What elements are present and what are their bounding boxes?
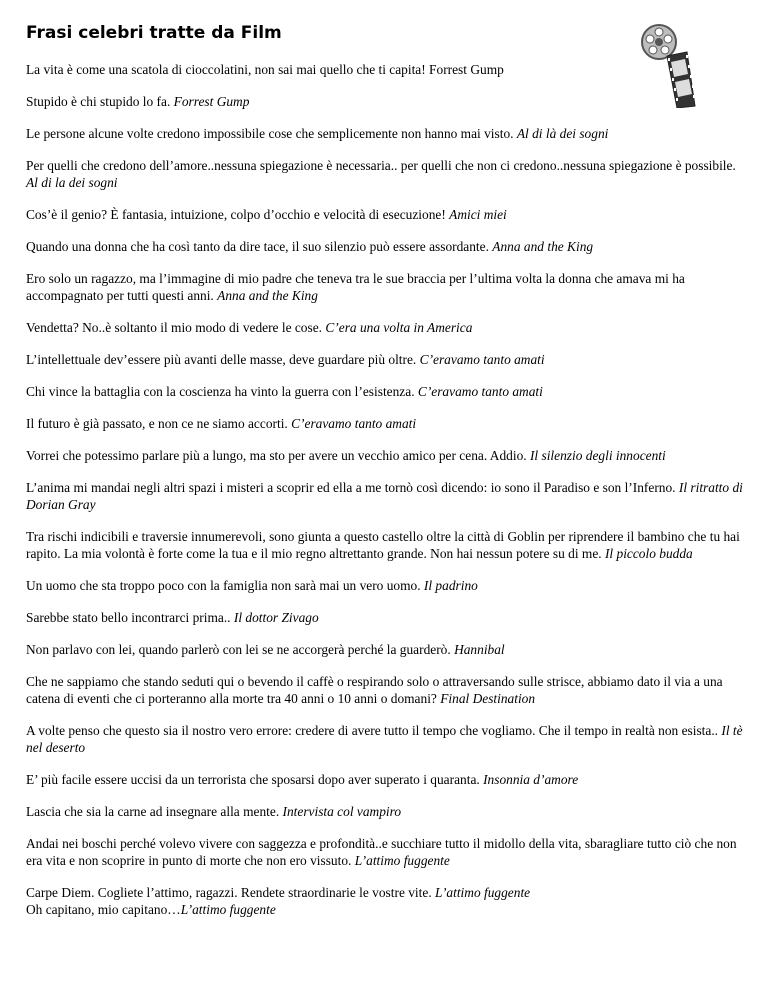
quote-item — [26, 125, 746, 142]
quote-text: Le persone alcune volte credono impossibile cose che semplicemente non hanno mai visto. — [26, 126, 517, 141]
quote-text: Ero solo un ragazzo, ma l’immagine di mio padre che teneva tra le sue braccia per l’ultima volta la donna che amava mi ha accompagnato per tutti questi anni. — [26, 271, 685, 303]
quote-film: Il piccolo budda — [604, 546, 693, 561]
quote-text: E’ più facile essere uccisi da un terrorista che sposarsi dopo aver superato i quaranta. — [26, 772, 484, 787]
quote-item — [26, 206, 746, 223]
quote-item — [26, 673, 746, 707]
quote-film: Anna and the King — [492, 239, 594, 254]
quote-film: C’era una volta in America — [325, 320, 473, 335]
quote-text: Sarebbe stato bello incontrarci prima.. — [26, 610, 234, 625]
quote-film: L’attimo fuggente — [180, 902, 276, 917]
quote-item — [26, 157, 746, 191]
quote-text: L’intellettuale dev’essere più avanti delle masse, deve guardare più oltre. — [26, 352, 420, 367]
quote-text: Lascia che sia la carne ad insegnare alla mente. — [26, 804, 283, 819]
quote-item — [26, 722, 746, 756]
quote-item — [26, 383, 746, 400]
document-page — [26, 22, 746, 918]
quote-item — [26, 319, 746, 336]
quote-film: L’attimo fuggente — [435, 885, 531, 900]
quote-item — [26, 884, 746, 901]
quote-item — [26, 641, 746, 658]
quote-film: Final Destination — [440, 691, 536, 706]
quote-film: Amici miei — [449, 207, 507, 222]
quote-item — [26, 609, 746, 626]
quote-item — [26, 238, 746, 255]
quote-film: Il silenzio degli innocenti — [529, 448, 666, 463]
quote-film: Il dottor Zivago — [233, 610, 319, 625]
quote-item — [26, 479, 746, 513]
quote-film: Anna and the King — [217, 288, 318, 303]
quote-text: Il futuro è già passato, e non ce ne siamo accorti. — [26, 416, 292, 431]
quote-film: C’eravamo tanto amati — [417, 384, 543, 399]
quote-item — [26, 415, 746, 432]
quote-item — [26, 351, 746, 368]
quote-item — [26, 901, 746, 918]
quote-text: Carpe Diem. Cogliete l’attimo, ragazzi. Rendete straordinarie le vostre vite. — [26, 885, 436, 900]
quote-text: Stupido è chi stupido lo fa. — [26, 94, 174, 109]
quote-film: Insonnia d’amore — [483, 772, 579, 787]
quote-text: Non parlavo con lei, quando parlerò con lei se ne accorgerà perché la guarderò. — [26, 642, 455, 657]
quote-film: C’eravamo tanto amati — [291, 416, 417, 431]
quote-item — [26, 528, 746, 562]
quote-text: La vita è come una scatola di cioccolatini, non sai mai quello che ti capita! Forrest Gump — [26, 62, 504, 77]
quote-text: Oh capitano, mio capitano… — [26, 902, 181, 917]
quote-text: A volte penso che questo sia il nostro vero errore: credere di avere tutto il tempo che vogliamo. Che il tempo in realtà non esista.. — [26, 723, 722, 738]
film-reel-icon — [637, 22, 715, 108]
quote-item — [26, 577, 746, 594]
quote-text: Andai nei boschi perché volevo vivere con saggezza e profondità..e succhiare tutto il midollo della vita, sbaragliare tutto ciò che non era vita e non scoprire in punto di morte che non ero vissuto. — [26, 836, 737, 868]
quote-film: C’eravamo tanto amati — [419, 352, 545, 367]
quote-film: Forrest Gump — [173, 94, 250, 109]
quote-text: Che ne sappiamo che stando seduti qui o bevendo il caffè o respirando solo o attraversando sulle strisce, abbiamo dato il via a una catena di eventi che ci porteranno alla morte tra 40 anni o 10 anni o domani? — [26, 674, 723, 706]
quote-film: Al di là dei sogni — [516, 126, 609, 141]
quote-text: Per quelli che credono dell’amore..nessuna spiegazione è necessaria.. per quelli che non ci credono..nessuna spiegazione è possibile. — [26, 158, 736, 173]
quote-list — [26, 61, 746, 918]
quote-film: Il tè nel deserto — [26, 723, 743, 755]
quote-film: Il padrino — [423, 578, 478, 593]
quote-text: L’anima mi mandai negli altri spazi i misteri a scoprir ed ella a me tornò così dicendo: io sono il Paradiso e son l’Inferno. — [26, 480, 679, 495]
quote-film: Al di la dei sogni — [26, 175, 118, 190]
quote-text: Vendetta? No..è soltanto il mio modo di vedere le cose. — [26, 320, 326, 335]
quote-text: Un uomo che sta troppo poco con la famiglia non sarà mai un vero uomo. — [26, 578, 424, 593]
quote-item — [26, 270, 746, 304]
quote-film: Hannibal — [454, 642, 505, 657]
page-title: Frasi celebri tratte da Film — [26, 23, 282, 43]
quote-item — [26, 771, 746, 788]
quote-item — [26, 835, 746, 869]
quote-text: Cos’è il genio? È fantasia, intuizione, colpo d’occhio e velocità di esecuzione! — [26, 207, 450, 222]
quote-item — [26, 803, 746, 820]
quote-text: Vorrei che potessimo parlare più a lungo, ma sto per avere un vecchio amico per cena. Addio. — [26, 448, 530, 463]
quote-film: Il ritratto di Dorian Gray — [26, 480, 743, 512]
quote-text: Tra rischi indicibili e traversie innumerevoli, sono giunta a questo castello oltre la città di Goblin per riprendere il bambino che tu hai rapito. La mia volontà è forte come la tua e il mio regno altrettanto grande. Non hai nessun potere su di me. — [26, 529, 740, 561]
quote-film: Intervista col vampiro — [282, 804, 402, 819]
quote-item — [26, 447, 746, 464]
quote-film: L’attimo fuggente — [354, 853, 450, 868]
quote-text: Chi vince la battaglia con la coscienza ha vinto la guerra con l’esistenza. — [26, 384, 418, 399]
quote-text: Quando una donna che ha così tanto da dire tace, il suo silenzio può essere assordante. — [26, 239, 493, 254]
